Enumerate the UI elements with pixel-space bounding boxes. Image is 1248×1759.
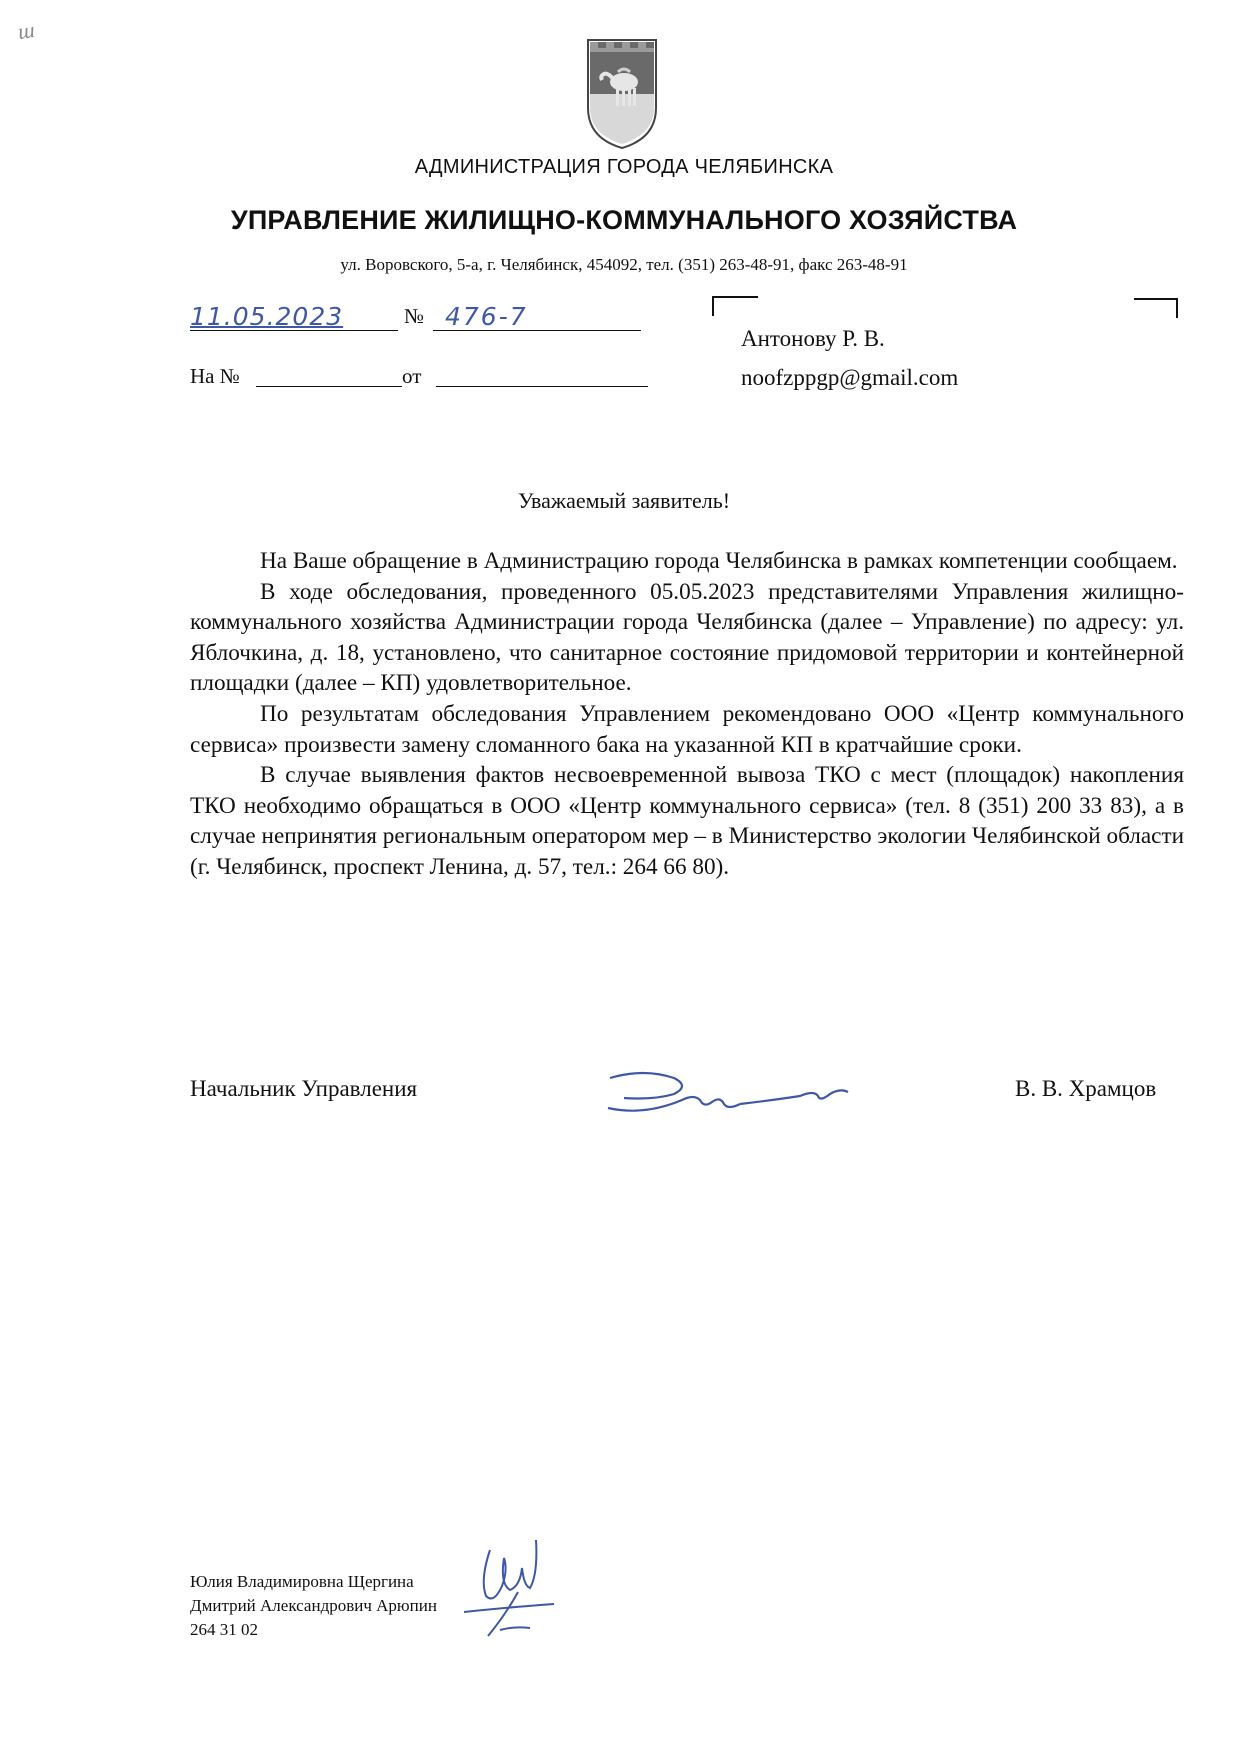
reference-from-label: от: [402, 364, 422, 388]
signatory-name: В. В. Храмцов: [1015, 1076, 1157, 1101]
salutation: Уважаемый заявитель!: [517, 488, 731, 513]
registration-date: 11.05.2023: [190, 302, 344, 331]
recipient-email: noofzppgp@gmail.com: [741, 365, 959, 390]
executor-phone: 264 31 02: [190, 1620, 258, 1639]
executor-signature-icon: [460, 1530, 560, 1640]
reference-number-label: На №: [190, 364, 240, 388]
executor-name: Юлия Владимировна Щергина: [190, 1572, 414, 1591]
handwritten-signature-icon: [604, 1064, 874, 1128]
reference-date-line: [436, 386, 648, 387]
body-paragraph: По результатам обследования Управлением рекомендовано ООО «Центр коммунального сервиса» произвести замену сломанного бака на указанной КП в кратчайшие сроки.: [190, 700, 1184, 758]
letter-body: [190, 546, 1184, 883]
corner-handwritten-mark: ш: [16, 16, 37, 45]
executors-block: [190, 1570, 437, 1642]
body-paragraph: В случае выявления фактов несвоевременной вывоза ТКО с мест (площадок) накопления ТКО необходимо обращаться в ООО «Центр коммунального сервиса» (тел. 8 (351) 200 33 83), а в случае непринятия региональным оператором мер – в Министерство экологии Челябинской области (г. Челябинск, проспект Ленина, д. 57, тел.: 264 66 80).: [190, 762, 1184, 880]
executor-name: Дмитрий Александрович Арюпин: [190, 1596, 437, 1615]
coat-of-arms-icon: [586, 38, 658, 150]
department-title: УПРАВЛЕНИЕ ЖИЛИЩНО-КОММУНАЛЬНОГО ХОЗЯЙСТВА: [230, 205, 1018, 235]
reference-number-line: [256, 386, 402, 387]
department-address: ул. Воровского, 5-а, г. Челябинск, 454092, тел. (351) 263-48-91, факс 263-48-91: [340, 255, 908, 274]
number-sign: №: [404, 304, 425, 328]
recipient-name: Антонову Р. В.: [741, 326, 885, 351]
date-underline: [190, 330, 398, 331]
body-paragraph: В ходе обследования, проведенного 05.05.2023 представителями Управления жилищно-коммунального хозяйства Администрации города Челябинска (далее – Управление) по адресу: ул. Яблочкина, д. 18, установлено, что санитарное состояние придомовой территории и контейнерной площадки (далее – КП) удовлетворительное.: [190, 578, 1184, 697]
number-underline: [433, 330, 641, 331]
address-block-bracket-right: [1134, 298, 1178, 318]
body-paragraph: На Ваше обращение в Администрацию города Челябинска в рамках компетенции сообщаем.: [260, 548, 1178, 574]
registration-number: 476-7: [445, 302, 528, 331]
signatory-title: Начальник Управления: [190, 1076, 418, 1101]
administration-title: АДМИНИСТРАЦИЯ ГОРОДА ЧЕЛЯБИНСКА: [414, 156, 834, 178]
address-block-bracket-left: [712, 296, 758, 316]
